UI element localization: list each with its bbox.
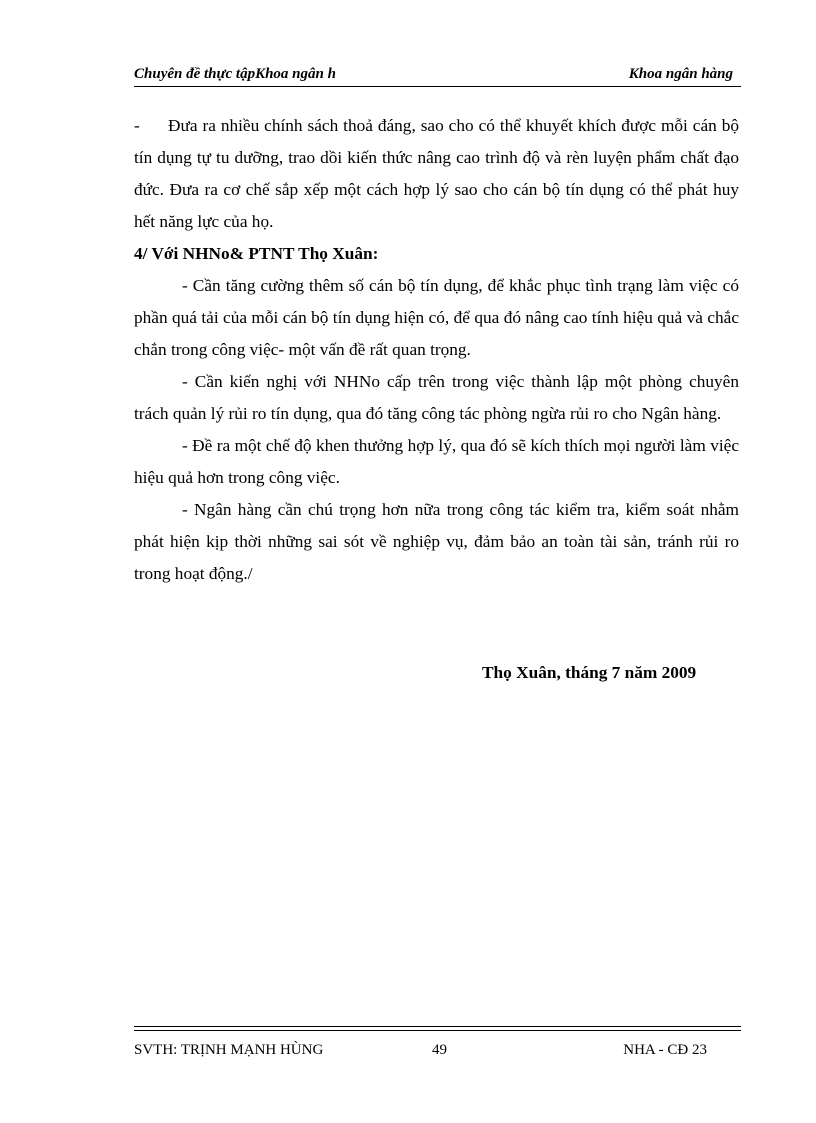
page-number: 49: [432, 1042, 447, 1058]
page-content: [134, 110, 739, 590]
footer-divider: [134, 1026, 741, 1031]
paragraph-staff: - Cần tăng cường thêm số cán bộ tín dụng, để khắc phục tình trạng làm việc có phần quá tải của mỗi cán bộ tín dụng hiện có, để qua đó nâng cao tính hiệu quả và chắc chắn trong công việc- một vấn đề rất quan trọng.: [134, 276, 739, 359]
paragraph-inspection: - Ngân hàng cần chú trọng hơn nữa trong công tác kiểm tra, kiểm soát nhằm phát hiện kịp thời những sai sót về nghiệp vụ, đảm bảo an toàn tài sản, tránh rủi ro trong hoạt động./: [134, 500, 739, 583]
footer-author: SVTH: TRỊNH MẠNH HÙNG: [134, 1042, 324, 1058]
paragraph-policy: [134, 110, 739, 238]
paragraph-reward: - Đề ra một chế độ khen thưởng hợp lý, qua đó sẽ kích thích mọi người làm việc hiệu quả hơn trong công việc.: [134, 436, 739, 487]
page-header: [134, 64, 741, 87]
header-department: Khoa ngân hàng: [628, 66, 733, 82]
section-heading: 4/ Với NHNo& PTNT Thọ Xuân:: [134, 244, 379, 263]
signoff-place-date: Thọ Xuân, tháng 7 năm 2009: [482, 663, 697, 682]
footer-class: NHA - CĐ 23: [623, 1042, 707, 1058]
paragraph-policy-text: Đưa ra nhiều chính sách thoả đáng, sao cho có thể khuyết khích được mỗi cán bộ tín dụng tự tu dưỡng, trao dồi kiến thức nâng cao trình độ và rèn luyện phẩm chất đạo đức. Đưa ra cơ chế sắp xếp một cách hợp lý sao cho cán bộ tín dụng có thể phát huy hết năng lực của họ.: [134, 116, 739, 231]
list-dash: -: [134, 116, 140, 135]
paragraph-risk-department: - Cần kiến nghị với NHNo cấp trên trong việc thành lập một phòng chuyên trách quản lý rủi ro tín dụng, qua đó tăng công tác phòng ngừa rủi ro cho Ngân hàng.: [134, 372, 739, 423]
header-document-title: Chuyên đề thực tậpKhoa ngân h: [134, 66, 336, 82]
